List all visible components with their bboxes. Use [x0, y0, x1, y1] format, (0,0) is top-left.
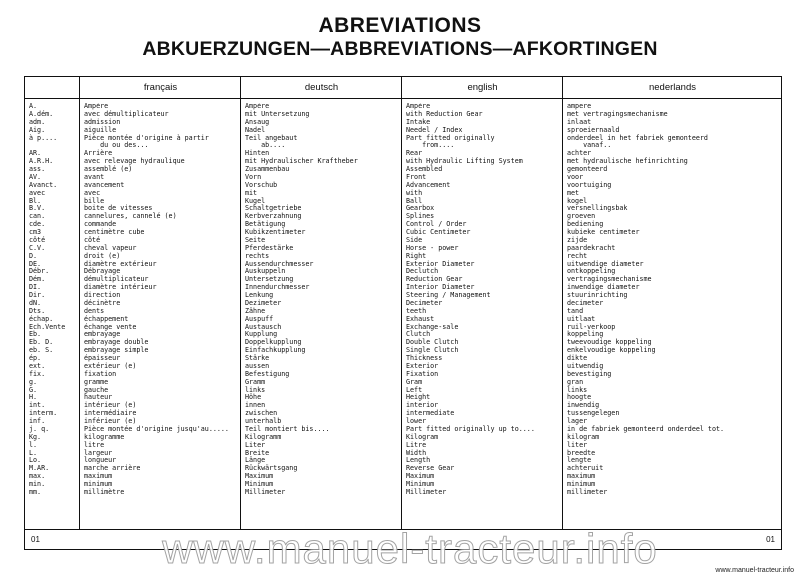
table-cell: ép. — [29, 354, 42, 362]
table-cell: gramme — [84, 377, 109, 386]
page-subtitle: ABKUERZUNGEN—ABBREVIATIONS—AFKORTINGEN — [142, 38, 658, 60]
table-cell: Declutch — [406, 267, 439, 276]
table-cell: Kilogramm — [245, 432, 282, 441]
table-cell: échange vente — [84, 322, 137, 331]
table-cell: Single Clutch — [406, 346, 459, 355]
table-cell: DE. — [29, 259, 42, 268]
table-cell: Millimeter — [245, 487, 286, 496]
table-cell: lower — [406, 417, 427, 425]
table-cell: interm. — [29, 409, 58, 418]
table-header-row — [25, 77, 781, 99]
table-cell: avancement — [84, 180, 125, 189]
table-cell: Double Clutch — [406, 338, 459, 347]
table-cell: bediening — [567, 220, 604, 229]
table-cell: Stärke — [245, 354, 270, 362]
table-cell: Débrayage — [84, 267, 121, 276]
table-cell: gran — [567, 377, 584, 386]
table-cell: Auskuppeln — [245, 267, 286, 276]
table-cell: met hydraulische hefinrichting — [567, 157, 688, 166]
table-cell: Rückwärtsgang — [245, 464, 298, 473]
table-cell: direction — [84, 291, 121, 299]
table-cell: bille — [84, 196, 105, 205]
table-cell: tand — [567, 306, 584, 315]
table-cell: ab.... — [245, 141, 286, 150]
table-cell: commande — [84, 220, 117, 229]
table-cell: gauche — [84, 385, 109, 394]
table-cell: ext. — [29, 361, 46, 370]
table-cell: mit Untersetzung — [245, 109, 310, 118]
table-cell: Exchange-sale — [406, 322, 459, 331]
table-cell: koppeling — [567, 330, 604, 339]
table-cell: inférieur (e) — [84, 417, 137, 425]
table-cell: tussengelegen — [567, 409, 620, 418]
table-cell: Gearbox — [406, 204, 435, 213]
table-cell: Länge — [245, 456, 266, 465]
table-cell: kilogramme — [84, 432, 125, 441]
page-number-left: 01 — [31, 535, 40, 544]
table-cell: Betätigung — [245, 220, 286, 229]
table-cell: Dts. — [29, 306, 46, 315]
table-cell: Breite — [245, 448, 270, 457]
table-cell: Advancement — [406, 180, 451, 189]
table-cell: Liter — [245, 440, 266, 449]
table-cell: Horse - power — [406, 243, 459, 252]
table-cell: intermediate — [406, 409, 455, 418]
table-cell: maximum — [567, 472, 596, 481]
table-cell: avec démultiplicateur — [84, 109, 169, 118]
table-cell: inf. — [29, 417, 46, 425]
table-cell: Part fitted originally — [406, 133, 495, 142]
table-cell: Thickness — [406, 354, 443, 362]
table-cell: fixation — [84, 369, 117, 378]
table-cell: onderdeel in het fabriek gemonteerd — [567, 133, 708, 142]
table-cell: stuurinrichting — [567, 291, 628, 299]
table-cell: du ou des... — [84, 141, 149, 150]
table-cell: Untersetzung — [245, 275, 294, 284]
table-cell: DI. — [29, 283, 42, 292]
table-cell: eb. S. — [29, 346, 54, 355]
table-cell: avec — [29, 188, 46, 197]
table-cell: A.dém. — [29, 109, 54, 118]
table-cell: intérieur (e) — [84, 401, 137, 410]
table-cell: Vorn — [245, 172, 262, 181]
site-credit: www.manuel-tracteur.info — [715, 567, 794, 574]
table-cell: cm3 — [29, 228, 42, 236]
table-cell: int. — [29, 401, 46, 410]
table-cell: Reduction Gear — [406, 275, 463, 284]
table-cell: Ampère — [84, 103, 109, 110]
table-cell: met — [567, 188, 580, 197]
table-cell: Hinten — [245, 149, 270, 158]
table-cell: Innendurchmesser — [245, 283, 310, 292]
table-cell: gemonteerd — [567, 165, 608, 173]
table-cell: uitwendig — [567, 361, 604, 370]
table-cell: in de fabriek gemonteerd onderdeel tot. — [567, 424, 725, 433]
table-cell: dN. — [29, 298, 42, 307]
table-cell: AV. — [29, 172, 42, 181]
table-cell: breedte — [567, 448, 596, 457]
table-cell: Dir. — [29, 291, 46, 299]
table-cell: ampere — [567, 103, 592, 110]
table-cell: Needel / Index — [406, 125, 463, 134]
column-divider — [562, 77, 563, 529]
table-cell: Kilogram — [406, 432, 439, 441]
table-cell: cde. — [29, 220, 46, 229]
table-cell: enkelvoudige koppeling — [567, 346, 656, 355]
table-cell: mit Hydraulischer Kraftheber — [245, 157, 358, 166]
table-cell: largeur — [84, 448, 113, 457]
table-cell: rechts — [245, 251, 270, 260]
table-cell: ass. — [29, 165, 46, 173]
table-cell: vanaf.. — [567, 141, 612, 150]
table-cell: tweevoudige koppeling — [567, 338, 652, 347]
table-cell: Schaltgetriebe — [245, 204, 302, 213]
table-cell: Austausch — [245, 322, 282, 331]
table-cell: Control / Order — [406, 220, 467, 229]
table-cell: lengte — [567, 456, 592, 465]
table-cell: Maximum — [406, 472, 435, 481]
table-cell: Exterior Diameter — [406, 259, 475, 268]
table-cell: Kugel — [245, 196, 266, 205]
table-cell: assemblé (e) — [84, 165, 133, 173]
table-cell: Exhaust — [406, 314, 435, 323]
table-cell: groeven — [567, 212, 596, 221]
table-cell: kogel — [567, 196, 588, 205]
table-cell: hauteur — [84, 393, 113, 402]
table-cell: fix. — [29, 369, 46, 378]
table-cell: Left — [406, 385, 423, 394]
table-cell: Dezimeter — [245, 298, 282, 307]
table-cell: Assembled — [406, 165, 443, 173]
table-cell: Nadel — [245, 125, 266, 134]
table-cell: adm. — [29, 117, 46, 126]
table-cell: with Reduction Gear — [406, 109, 483, 118]
column-divider — [79, 77, 80, 529]
table-cell: Maximum — [245, 472, 274, 481]
watermark: www.manuel-tracteur.info — [162, 525, 658, 572]
table-cell: ontkoppeling — [567, 267, 616, 276]
table-cell: Pferdestärke — [245, 243, 294, 252]
table-cell: interior — [406, 401, 439, 410]
table-cell: Fixation — [406, 369, 439, 378]
table-cell: inlaat — [567, 117, 592, 126]
table-cell: Aussendurchmesser — [245, 259, 314, 268]
table-cell: teeth — [406, 306, 427, 315]
header-nederlands: nederlands — [648, 82, 696, 93]
table-cell: Steering / Management — [406, 291, 491, 299]
table-cell: Length — [406, 456, 431, 465]
table-cell: dikte — [567, 354, 588, 362]
table-cell: Lo. — [29, 456, 42, 465]
table-cell: minimum — [567, 480, 596, 488]
table-cell: G. — [29, 385, 38, 394]
header-english: english — [467, 82, 498, 93]
table-cell: Avanct. — [29, 180, 58, 189]
table-cell: longueur — [84, 456, 117, 465]
table-cell: Ball — [406, 196, 423, 205]
table-cell: intermédiaire — [84, 409, 137, 418]
table-cell: Decimeter — [406, 298, 443, 307]
table-cell: aiguille — [84, 125, 117, 134]
table-cell: aussen — [245, 361, 270, 370]
table-cell: millimeter — [567, 487, 608, 496]
table-cell: embrayage simple — [84, 346, 149, 355]
table-cell: cannelures, cannelé (e) — [84, 212, 177, 221]
table-cell: achteruit — [567, 464, 604, 473]
table-cell: L. — [29, 448, 38, 457]
table-cell: Arrière — [84, 149, 113, 158]
table-cell: zijde — [567, 235, 588, 244]
column-francais — [84, 103, 240, 497]
table-cell: max. — [29, 472, 46, 481]
table-cell: Vorschub — [245, 180, 278, 189]
table-cell: Ampère — [245, 103, 270, 110]
table-cell: Aig. — [29, 125, 46, 134]
table-cell: Front — [406, 172, 427, 181]
table-cell: centimètre cube — [84, 228, 145, 236]
header-deutsch: deutsch — [304, 82, 339, 93]
table-cell: kubieke centimeter — [567, 228, 640, 236]
table-cell: Part fitted originally up to.... — [406, 424, 535, 433]
table-cell: diamètre extérieur — [84, 259, 157, 268]
table-cell: achter — [567, 149, 592, 158]
table-cell: Height — [406, 393, 431, 402]
table-cell: Bl. — [29, 196, 42, 205]
table-cell: échap. — [29, 314, 54, 323]
table-cell: Doppelkupplung — [245, 338, 302, 347]
table-cell: sproeiernaald — [567, 125, 620, 134]
table-cell: Kubikzentimeter — [245, 228, 306, 236]
table-cell: Minimum — [245, 480, 274, 488]
table-cell: Höhe — [245, 393, 262, 402]
table-cell: avec relevage hydraulique — [84, 157, 185, 166]
table-cell: Kerbverzahnung — [245, 212, 302, 221]
table-cell: Millimeter — [406, 487, 447, 496]
table-cell: A. — [29, 103, 38, 110]
table-cell: vertragingsmechanisme — [567, 275, 652, 284]
table-cell: hoogte — [567, 393, 592, 402]
table-cell: dents — [84, 306, 105, 315]
table-cell: innen — [245, 401, 266, 410]
table-cell: côté — [29, 235, 46, 244]
table-cell: Ampère — [406, 103, 431, 110]
table-cell: Clutch — [406, 330, 431, 339]
table-cell: liter — [567, 440, 588, 449]
table-cell: à p.... — [29, 133, 58, 142]
table-cell: uitwendige diameter — [567, 259, 644, 268]
table-cell: recht — [567, 251, 588, 260]
table-cell: diamètre intérieur — [84, 283, 157, 292]
table-cell: M.AR. — [29, 464, 50, 473]
table-cell: Lenkung — [245, 291, 274, 299]
table-cell: from.... — [406, 141, 455, 150]
column-divider — [240, 77, 241, 529]
table-cell: j. q. — [29, 424, 50, 433]
table-cell: Minimum — [406, 480, 435, 488]
table-cell: C.V. — [29, 243, 46, 252]
column-nederlands — [567, 103, 781, 497]
table-cell: extérieur (e) — [84, 361, 137, 370]
table-cell: Zähne — [245, 306, 266, 315]
table-cell: Width — [406, 448, 427, 457]
table-cell: l. — [29, 440, 38, 449]
table-cell: Befestigung — [245, 369, 290, 378]
table-cell: Side — [406, 235, 423, 244]
table-cell: Dém. — [29, 275, 46, 284]
table-cell: marche arrière — [84, 464, 141, 473]
table-cell: Pièce montée d'origine jusqu'au..... — [84, 424, 229, 433]
header-francais: français — [143, 82, 178, 93]
table-cell: paardekracht — [567, 243, 616, 252]
table-cell: links — [567, 385, 588, 394]
table-cell: versnellingsbak — [567, 204, 628, 213]
table-cell: Interior Diameter — [406, 283, 475, 292]
table-cell: Teil montiert bis.... — [245, 424, 330, 433]
table-cell: Einfachkupplung — [245, 346, 306, 355]
page-number-right: 01 — [766, 535, 775, 544]
table-cell: unterhalb — [245, 417, 282, 425]
table-cell: Splines — [406, 212, 435, 221]
table-cell: kilogram — [567, 432, 600, 441]
table-cell: voortuiging — [567, 180, 612, 189]
table-cell: Rear — [406, 149, 423, 158]
table-cell: Gramm — [245, 377, 266, 386]
table-cell: côté — [84, 235, 101, 244]
table-cell: ruil-verkoop — [567, 322, 616, 331]
table-cell: Ansaug — [245, 117, 270, 126]
table-cell: Cubic Centimeter — [406, 228, 471, 236]
column-abbreviation — [29, 103, 79, 497]
table-cell: millimètre — [84, 487, 125, 496]
table-cell: mm. — [29, 487, 42, 496]
table-cell: links — [245, 385, 266, 394]
table-cell: échappement — [84, 314, 129, 323]
table-cell: Eb. D. — [29, 338, 54, 347]
table-cell: Intake — [406, 117, 431, 126]
table-cell: with — [406, 188, 423, 197]
table-cell: A.R.H. — [29, 157, 54, 166]
table-cell: Débr. — [29, 267, 50, 276]
table-cell: bevestiging — [567, 369, 612, 378]
table-cell: Litre — [406, 440, 427, 449]
table-cell: Zusammenbau — [245, 165, 290, 173]
table-cell: D. — [29, 251, 38, 260]
table-cell: Pièce montée d'origine à partir — [84, 133, 209, 142]
table-cell: Teil angebaut — [245, 133, 298, 142]
table-cell: decimeter — [567, 298, 604, 307]
table-cell: Kupplung — [245, 330, 278, 339]
table-cell: zwischen — [245, 409, 278, 418]
table-cell: Exterior — [406, 361, 439, 370]
table-cell: uitlaat — [567, 314, 596, 323]
table-cell: Eb. — [29, 330, 42, 339]
table-cell: voor — [567, 172, 584, 181]
table-cell: min. — [29, 480, 46, 488]
table-cell: admission — [84, 117, 121, 126]
table-cell: Gram — [406, 377, 423, 386]
table-cell: mit — [245, 188, 258, 197]
abbreviation-table — [24, 76, 782, 550]
table-cell: lager — [567, 417, 588, 425]
column-divider — [401, 77, 402, 529]
table-cell: Right — [406, 251, 427, 260]
table-cell: cheval vapeur — [84, 243, 137, 252]
table-cell: décinètre — [84, 298, 121, 307]
table-cell: avant — [84, 172, 105, 181]
table-cell: Reverse Gear — [406, 464, 455, 473]
table-cell: boite de vitesses — [84, 204, 153, 213]
table-cell: Ech.Vente — [29, 322, 66, 331]
table-cell: met vertragingsmechanisme — [567, 109, 668, 118]
table-cell: minimum — [84, 480, 113, 488]
table-cell: H. — [29, 393, 38, 402]
column-english — [406, 103, 562, 497]
table-cell: maximum — [84, 472, 113, 481]
table-cell: inwendige diameter — [567, 283, 640, 292]
page-title: ABREVIATIONS — [318, 14, 482, 37]
table-cell: droit (e) — [84, 251, 121, 260]
table-cell: embrayage double — [84, 338, 149, 347]
table-cell: g. — [29, 377, 38, 386]
table-cell: with Hydraulic Lifting System — [406, 157, 523, 166]
table-cell: avec — [84, 188, 101, 197]
table-cell: B.V. — [29, 204, 46, 213]
table-cell: démultiplicateur — [84, 275, 149, 284]
table-cell: can. — [29, 212, 46, 221]
table-cell: inwendig — [567, 401, 600, 410]
table-cell: AR. — [29, 149, 42, 158]
column-deutsch — [245, 103, 401, 497]
table-cell: Seite — [245, 235, 266, 244]
table-cell: embrayage — [84, 330, 121, 339]
table-cell: Kg. — [29, 432, 42, 441]
table-cell: épaisseur — [84, 354, 121, 362]
table-cell: Auspuff — [245, 314, 274, 323]
table-cell: litre — [84, 440, 105, 449]
